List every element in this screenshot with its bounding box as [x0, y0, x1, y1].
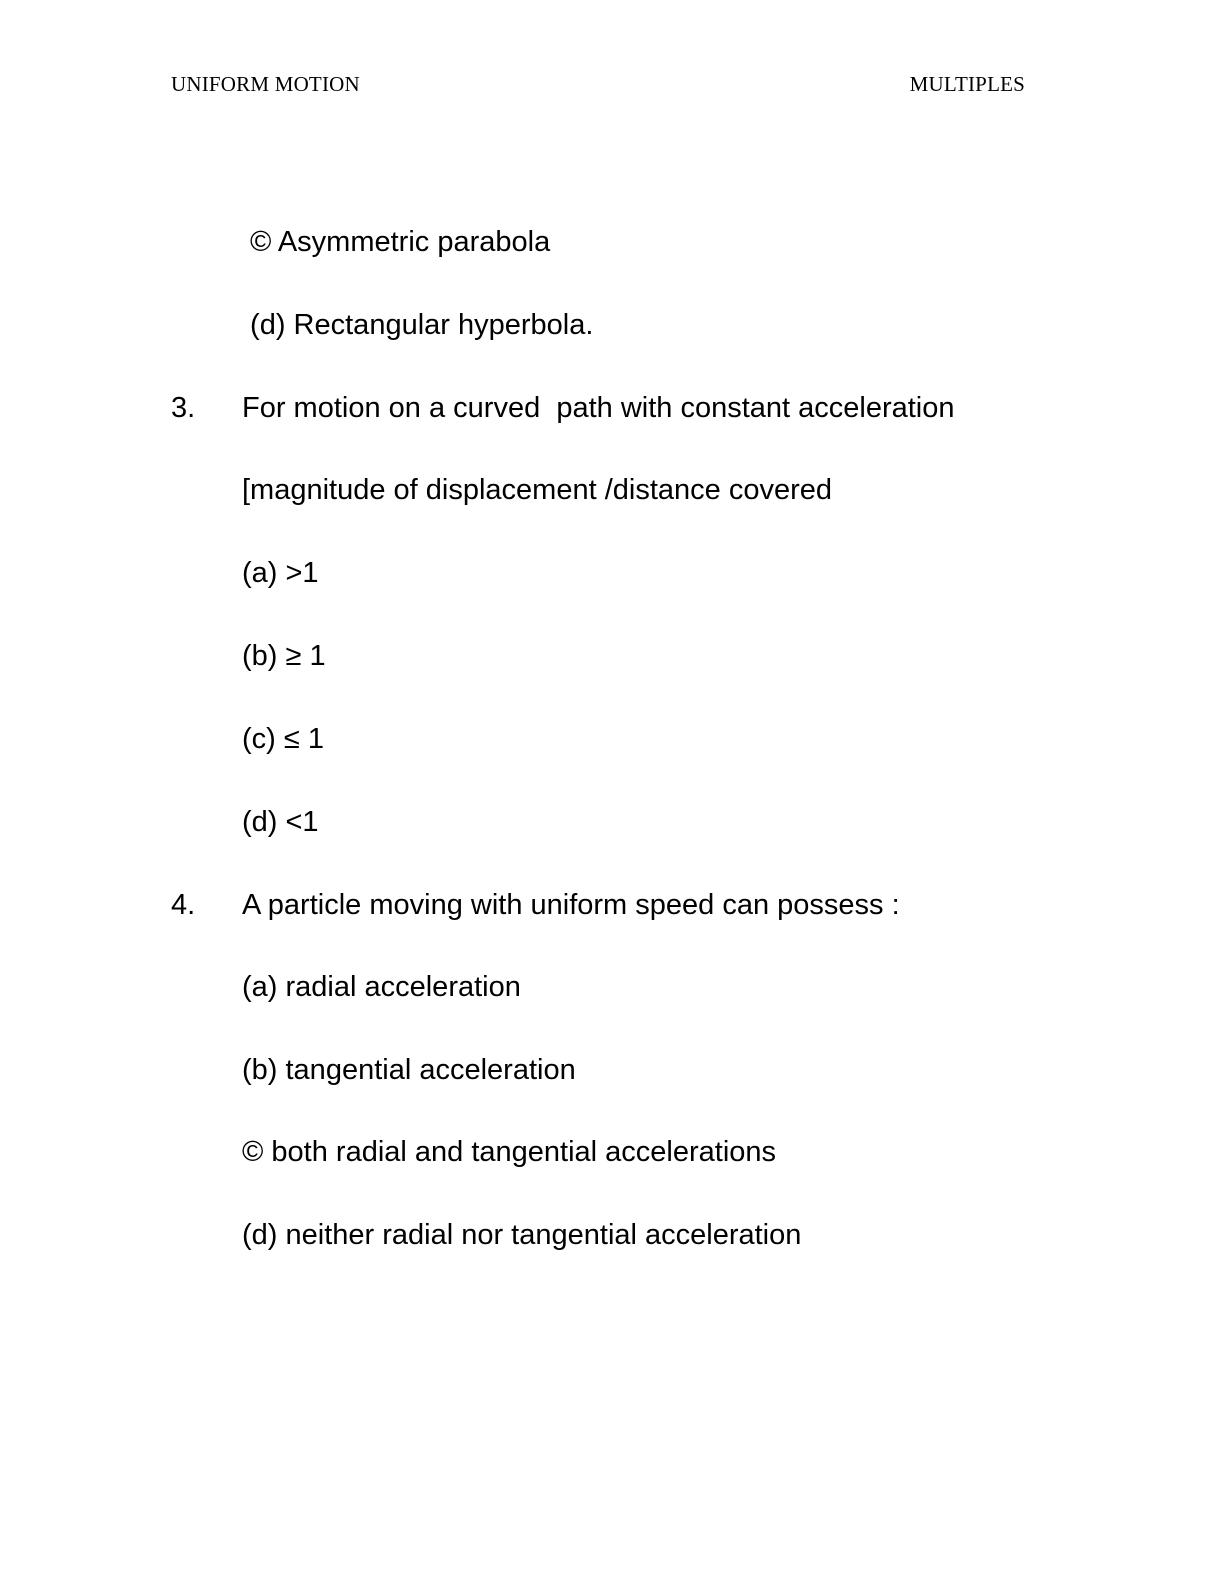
option-b: (b) ≥ 1 — [242, 640, 326, 672]
option-a: (a) radial acceleration — [242, 971, 521, 1003]
option-c: © both radial and tangential accelerations — [242, 1136, 777, 1168]
question-number: 4. — [171, 889, 196, 921]
question-stem-line-1: For motion on a curved path with constant acceleration — [242, 392, 955, 424]
option-a: (a) >1 — [242, 557, 319, 589]
question-stem-line-2: [magnitude of displacement /distance covered — [242, 474, 833, 506]
running-header-left: UNIFORM MOTION — [171, 72, 360, 96]
option-c: © Asymmetric parabola — [250, 226, 551, 258]
option-d: (d) neither radial nor tangential acceleration — [242, 1219, 802, 1251]
question-stem-line-1: A particle moving with uniform speed can possess : — [242, 889, 900, 921]
question-number: 3. — [171, 392, 196, 424]
option-d: (d) Rectangular hyperbola. — [242, 309, 594, 341]
option-c: (c) ≤ 1 — [242, 723, 324, 755]
option-d: (d) <1 — [242, 806, 319, 838]
running-header-right: MULTIPLES — [909, 72, 1025, 96]
option-b: (b) tangential acceleration — [242, 1054, 576, 1086]
